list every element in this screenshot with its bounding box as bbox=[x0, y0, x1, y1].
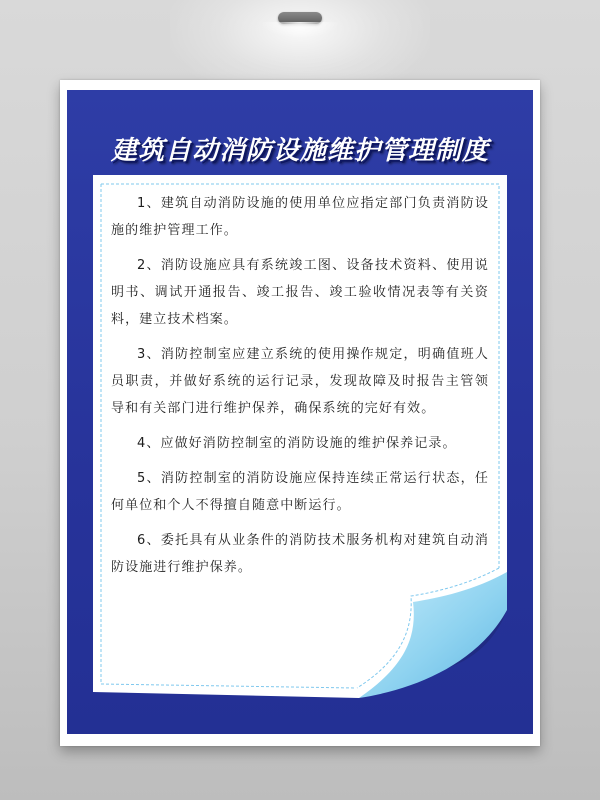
poster-blue-panel bbox=[67, 90, 533, 734]
rule-paragraph-4: 4、应做好消防控制室的消防设施的维护保养记录。 bbox=[137, 436, 457, 451]
rule-paragraph-3: 3、消防控制室应建立系统的使用操作规定，明确值班人员职责，并做好系统的运行记录，发现故障及时报告主管领导和有关部门进行维护保养，确保系统的完好有效。 bbox=[111, 347, 489, 416]
rules-text bbox=[111, 190, 489, 589]
rule-paragraph-1: 1、建筑自动消防设施的使用单位应指定部门负责消防设施的维护管理工作。 bbox=[111, 196, 489, 238]
rule-paragraph-5: 5、消防控制室的消防设施应保持连续正常运行状态，任何单位和个人不得擅自随意中断运行。 bbox=[111, 471, 489, 513]
spotlight-beam bbox=[260, 22, 340, 38]
rule-paragraph-2: 2、消防设施应具有系统竣工图、设备技术资料、使用说明书、调试开通报告、竣工报告、竣工验收情况表等有关资料，建立技术档案。 bbox=[111, 258, 489, 327]
poster-board bbox=[60, 80, 540, 746]
rule-paragraph-6: 6、委托具有从业条件的消防技术服务机构对建筑自动消防设施进行维护保养。 bbox=[111, 533, 489, 575]
poster-title: 建筑自动消防设施维护管理制度 bbox=[110, 136, 489, 166]
